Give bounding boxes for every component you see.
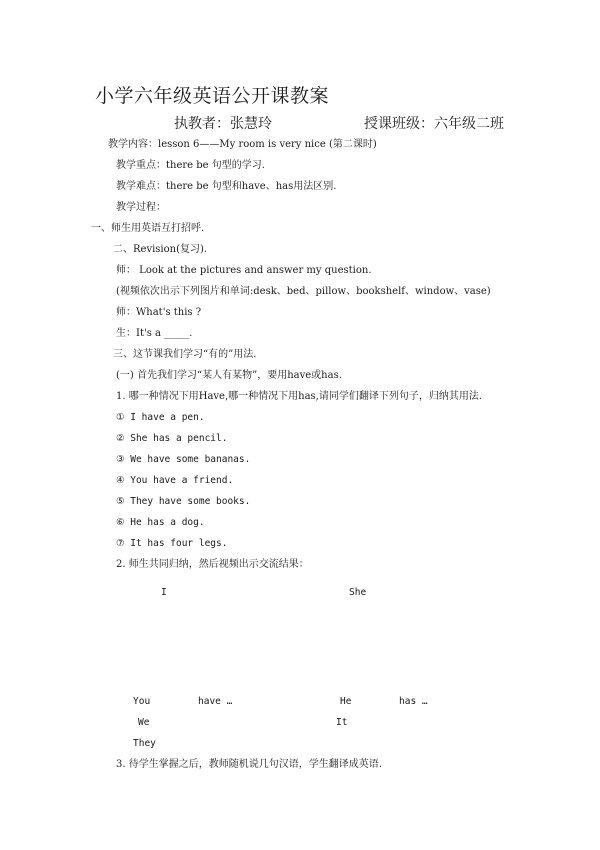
summary-has: has … bbox=[399, 696, 428, 707]
sentence-2: ② She has a pencil. bbox=[116, 433, 228, 444]
teaching-key-point: 教学重点：there be 句型的学习. bbox=[116, 160, 265, 171]
item-two: 2. 师生共同归纳，然后视频出示交流结果： bbox=[116, 559, 309, 570]
summary-label-i: I bbox=[161, 587, 167, 598]
teacher-name: 执教者：张慧玲 bbox=[174, 116, 272, 132]
summary-label-we: We bbox=[138, 717, 150, 728]
summary-label-they: They bbox=[133, 738, 156, 749]
teaching-difficulty: 教学难点：there be 句型和have、has用法区别. bbox=[116, 181, 337, 192]
teacher-prompt: 师： Look at the pictures and answer my question. bbox=[116, 265, 372, 276]
class-label: 授课班级：六年级二班 bbox=[364, 116, 504, 132]
item-one: 1. 哪一种情况下用Have,哪一种情况下用has,请同学们翻译下列句子，归纳其用法. bbox=[116, 391, 483, 402]
sentence-7: ⑦ It has four legs. bbox=[116, 538, 228, 549]
teaching-content: 教学内容：lesson 6——My room is very nice (第二课时) bbox=[108, 139, 377, 150]
sentence-6: ⑥ He has a dog. bbox=[116, 517, 205, 528]
document-title: 小学六年级英语公开课教案 bbox=[95, 85, 330, 107]
teacher-question: 师：What's this ? bbox=[116, 307, 202, 318]
summary-label-it: It bbox=[336, 717, 348, 728]
student-answer: 生：It's a _____. bbox=[116, 328, 193, 339]
sentence-1: ① I have a pen. bbox=[116, 412, 205, 423]
sentence-5: ⑤ They have some books. bbox=[116, 496, 251, 507]
item-three: 3. 待学生掌握之后，教师随机说几句汉语，学生翻译成英语. bbox=[116, 759, 382, 770]
sentence-4: ④ You have a friend. bbox=[116, 475, 234, 486]
summary-label-she: She bbox=[349, 587, 367, 598]
sentence-3: ③ We have some bananas. bbox=[116, 454, 251, 465]
step-two: 二、Revision(复习). bbox=[113, 244, 208, 255]
video-note: (视频依次出示下列图片和单词:desk、bed、pillow、bookshelf、window、vase) bbox=[116, 286, 491, 297]
step-three: 三、这节课我们学习“有的”用法. bbox=[113, 349, 257, 360]
step-one: 一、师生用英语互打招呼. bbox=[91, 223, 205, 234]
teaching-process-heading: 教学过程： bbox=[116, 202, 166, 213]
sub-section-one: (一) 首先我们学习“某人有某物”，要用have或has. bbox=[116, 370, 342, 381]
summary-label-you: You bbox=[133, 696, 151, 707]
summary-have: have … bbox=[198, 696, 233, 707]
summary-label-he: He bbox=[340, 696, 352, 707]
